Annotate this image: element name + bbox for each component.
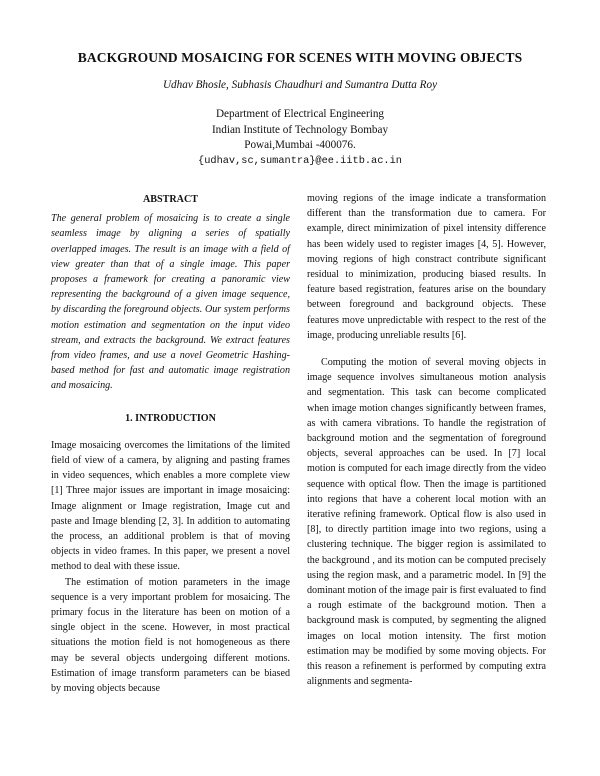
paper-title: BACKGROUND MOSAICING FOR SCENES WITH MOVING OBJECTS bbox=[77, 50, 523, 65]
address-line: Powai,Mumbai -400076. bbox=[244, 139, 356, 151]
abstract-heading: ABSTRACT bbox=[143, 194, 198, 205]
intro-paragraph-3: moving regions of the image indicate a transformation different than the transformation due to camera. For example, direct minimization of pixel intensity difference has been widely used to register images [4, 5]. However, moving regions of high constract contribute significant residual to minimization, producing biased results. In feature based registration, features arise on the boundary between foreground and background objects. These features move unpredictable with respect to the rest of the image, producing unreliable results [6]. bbox=[307, 193, 546, 341]
author-list: Udhav Bhosle, Subhasis Chaudhuri and Sumantra Dutta Roy bbox=[162, 79, 438, 91]
left-column bbox=[51, 192, 290, 696]
affiliation-block bbox=[0, 107, 600, 169]
right-column bbox=[307, 191, 546, 690]
institute-line: Indian Institute of Technology Bombay bbox=[211, 123, 389, 136]
intro-paragraph-2: The estimation of motion parameters in the image sequence is a very important problem for mosaicing. The primary focus in the literature has been on motion of a single object in the scene. However, in most practical situations the motion field is not homogeneous as there may be several objects undergoing different motions. Estimation of image transform parameters can be biased by moving objects because bbox=[51, 576, 290, 695]
intro-paragraph-4: Computing the motion of several moving objects in image sequence involves simultaneous motion analysis and segmentation. This task can become complicated when image motion changes significantly between frames, as with camera vibrations. To handle the registration of background motion and the segmentation of foreground objects, several approaches can be used. In [7] local motion is computed for each image directly from the video sequence with optical flow. Then the image is partitioned into regions that have a coherent local motion with an iterative refining framework. Optical flow is also used in [8], to directly partition image into two regions, using a clustering technique. The bigger region is assimilated to the background , and its motion can be computed precisely using the region mask, and a parametric model. In [9] the dominant motion of the image pair is first evaluated to find a rough estimate of the background motion. Then a background mask is computed, by segmenting the aligned images on local motion intensity. The first motion estimation may be modified by some moving objects. For this reason a refinement is performed by computing extra alignments and segmenta- bbox=[307, 357, 546, 688]
paragraph-spacer bbox=[307, 343, 546, 355]
email-line: {udhav,sc,sumantra}@ee.iitb.ac.in bbox=[198, 154, 402, 167]
department-line: Department of Electrical Engineering bbox=[215, 108, 385, 120]
abstract-text: The general problem of mosaicing is to create a single seamless image by aligning a series of spatially overlapped images. The result is an image with a field of view greater than that of a single image. This paper proposes a framework for creating a panoramic view representing the background of a given image sequence, by discarding the foreground objects. Our system performs motion estimation and segmentation on the input video stream, and extracts the background. We extract features from video frames, and use a novel Geometric Hashing-based method for fast and automatic image registration and mosaicing. bbox=[51, 213, 290, 392]
intro-paragraph-1: Image mosaicing overcomes the limitations of the limited field of view of a camera, by aligning and pasting frames in video sequences, which enables a more complete view [1] Three major issues are important in image mosaicing: Image alignment or Image registration, Image cut and paste and Image blending [2, 3]. In addition to automating the process, an additional problem is that of moving objects in video frames. In this paper, we present a novel method to deal with these issue. bbox=[51, 439, 290, 573]
introduction-heading: 1. INTRODUCTION bbox=[125, 412, 216, 424]
